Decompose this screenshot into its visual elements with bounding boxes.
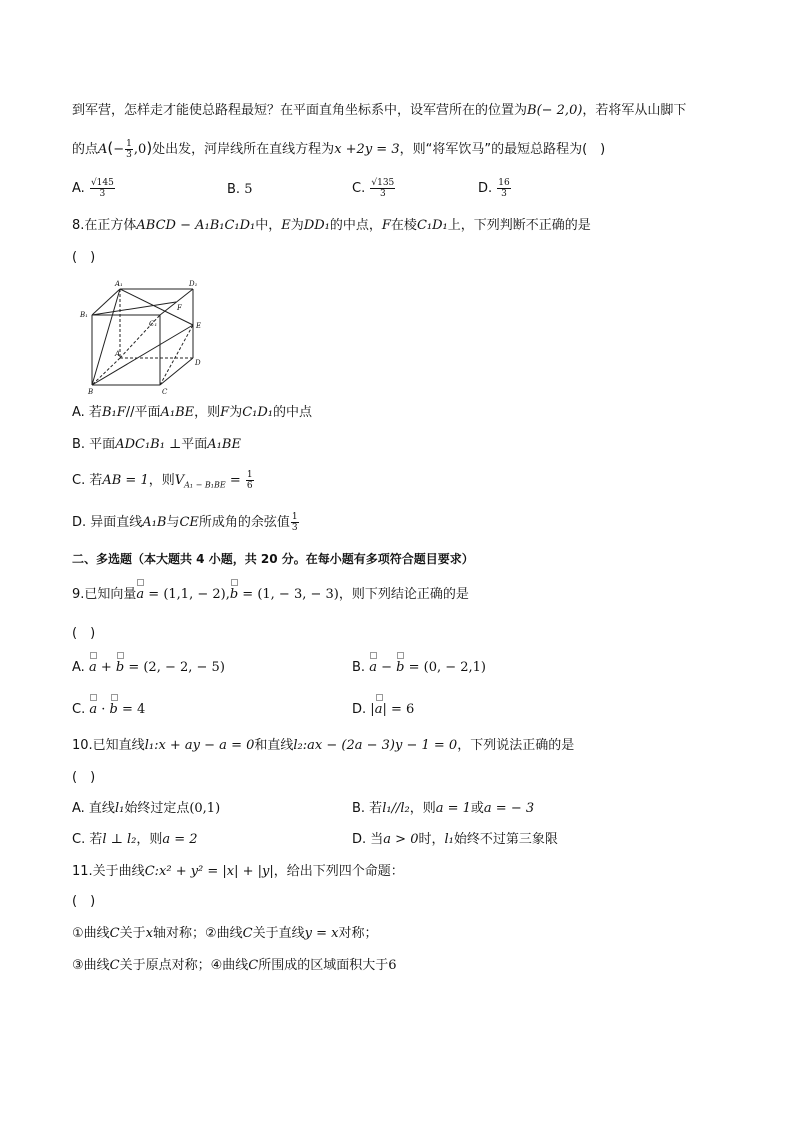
section-title-multi-choice: 二、多选题（本大题共 4 小题，共 20 分。在每小题有多项符合题目要求） [72,552,474,566]
q7-text: 的点 [72,142,99,157]
q7-text: ，则“将军饮马”的最短总路程为( ) [399,142,606,157]
q10-option-a: A. 直线l₁始终过定点(0,1) [72,801,221,816]
cube-figure [78,278,208,396]
q8-option-a: A. 若B₁F//平面A₁BE，则F为C₁D₁的中点 [72,405,313,420]
q10-option-d: D. 当a > 0时，l₁始终不过第三象限 [352,832,558,847]
label-d: D [195,359,201,367]
label-c1: C₁ [149,320,158,328]
q8-answer-paren: ( ) [72,250,96,265]
q8-option-c: C. 若AB = 1，则$V_{A_1 - B_1BE}$ = $\frac{1}{6}$ [72,470,253,491]
q7-point-a: A [98,142,108,157]
label-c: C [162,388,168,396]
vector-a: a [136,585,144,605]
label-a1: A₁ [115,280,123,288]
q9-answer-paren: ( ) [72,626,96,641]
q7-point-b: B(− 2,0) [527,103,583,118]
q8-stem: 8.在正方体ABCD − A₁B₁C₁D₁中，E为DD₁的中点，F在棱C₁D₁上，下列判断不正确的是 [72,218,591,233]
q7-point-a-fraction: $\frac{1}{3}$ [126,139,132,160]
label-d1: D₁ [189,280,198,288]
label-f: F [177,304,182,312]
q7-stem-line1 [72,101,686,121]
q7-text: ，若将军从山脚下 [582,103,687,118]
label-b1: B₁ [80,311,88,319]
q10-option-c: C. 若l ⊥ l₂，则a = 2 [72,832,198,847]
q7-text: 处出发，河岸线所在直线方程为 [152,142,335,157]
label-e: E [196,322,202,330]
q10-stem: 10.已知直线l₁:x + ay − a = 0和直线l₂:ax − (2a − 3)y − 1 = 0，下列说法正确的是 [72,738,575,753]
q7-line-equation: x +2y = 3 [334,142,400,157]
q10-option-b: B. 若l₁//l₂，则a = 1或a = − 3 [352,801,535,816]
q10-answer-paren: ( ) [72,770,96,785]
label-b: B [88,388,94,396]
q7-option-b: B. 5 [227,182,253,197]
q9-option-b: B. a − b = (0, − 2,1) [352,658,486,678]
q9-option-d: D. |a| = 6 [352,700,414,720]
q9-option-c: C. a · b = 4 [72,700,145,720]
q8-option-b: B. 平面ADC₁B₁ ⊥平面A₁BE [72,437,241,452]
q7-option-c: C. $\frac{√135}{3}$ [352,178,395,199]
q7-text: 到军营，怎样走才能使总路程最短？在平面直角坐标系中，设军营所在的位置为 [72,103,528,118]
q9-stem: 9.已知向量a = (1,1, − 2),b = (1, − 3, − 3)，则下列结论正确的是 [72,585,469,605]
q8-option-d: D. 异面直线A₁B与CE所成角的余弦值 $\frac{1}{3}$ [72,512,298,533]
q11-stem: 11.关于曲线C:x² + y² = |x| + |y|，给出下列四个命题： [72,864,404,879]
q11-propositions-1-2: ①曲线C关于x轴对称；②曲线C关于直线y = x对称； [72,926,378,941]
q7-option-a: A. $\frac{√145}{3}$ [72,178,114,199]
q11-answer-paren: ( ) [72,894,96,909]
q9-option-a: A. a + b = (2, − 2, − 5) [72,658,225,678]
q7-option-d: D. $\frac{16}{3}$ [478,178,510,199]
label-a: A [115,350,121,358]
q11-propositions-3-4: ③曲线C关于原点对称；④曲线C所围成的区域面积大于6 [72,958,397,973]
vector-b: b [230,585,238,605]
q7-stem-line2: 的点A(− $\frac{1}{3}$ ,0)处出发，河岸线所在直线方程为x +2y = 3，则“将军饮马”的最短总路程为( ) [72,139,606,160]
